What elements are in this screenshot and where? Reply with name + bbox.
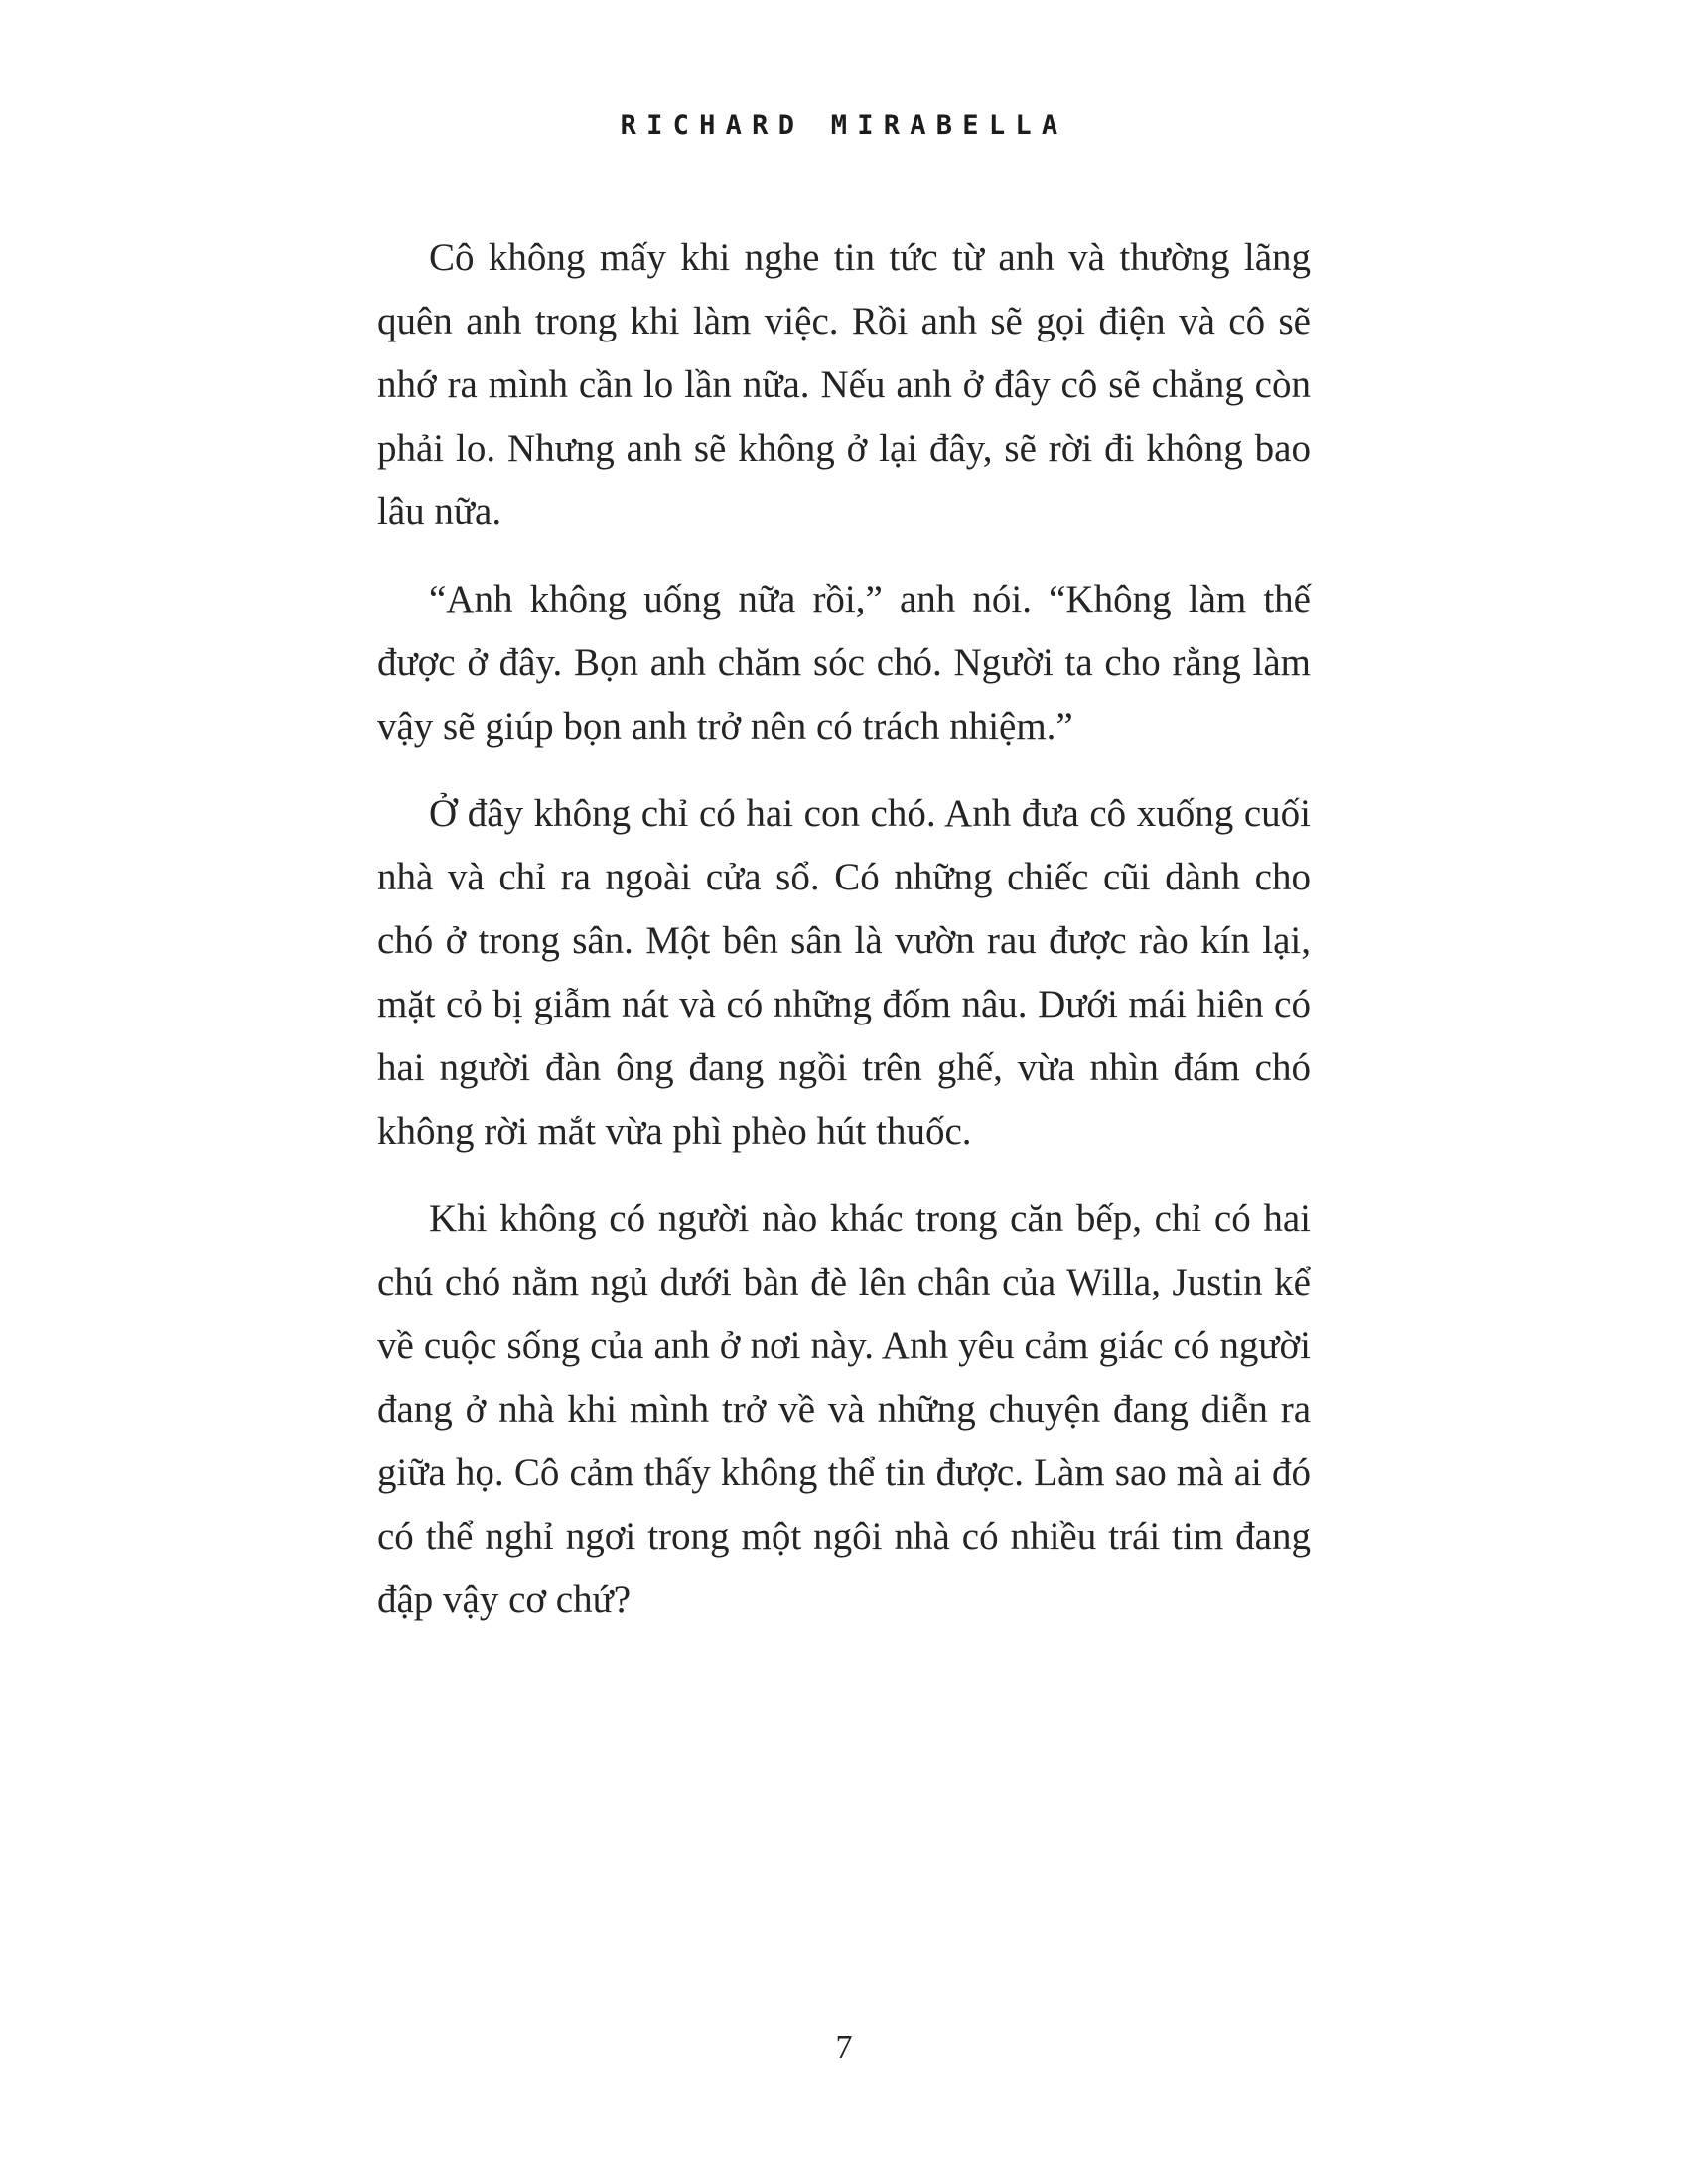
body-text-block xyxy=(377,226,1311,1632)
running-header-author: RICHARD MIRABELLA xyxy=(620,110,1068,141)
paragraph: Cô không mấy khi nghe tin tức từ anh và thường lãng quên anh trong khi làm việc. Rồi anh sẽ gọi điện và cô sẽ nhớ ra mình cần lo lần nữa. Nếu anh ở đây cô sẽ chẳng còn phải lo. Nhưng anh sẽ không ở lại đây, sẽ rời đi không bao lâu nữa. xyxy=(377,236,1311,533)
paragraph: Ở đây không chỉ có hai con chó. Anh đưa cô xuống cuối nhà và chỉ ra ngoài cửa sổ. Có những chiếc cũi dành cho chó ở trong sân. Một bên sân là vườn rau được rào kín lại, mặt cỏ bị giẫm nát và có những đốm nâu. Dưới mái hiên có hai người đàn ông đang ngồi trên ghế, vừa nhìn đám chó không rời mắt vừa phì phèo hút thuốc. xyxy=(377,792,1311,1153)
paragraph: Khi không có người nào khác trong căn bếp, chỉ có hai chú chó nằm ngủ dưới bàn đè lên chân của Willa, Justin kể về cuộc sống của anh ở nơi này. Anh yêu cảm giác có người đang ở nhà khi mình trở về và những chuyện đang diễn ra giữa họ. Cô cảm thấy không thể tin được. Làm sao mà ai đó có thể nghỉ ngơi trong một ngôi nhà có nhiều trái tim đang đập vậy cơ chứ? xyxy=(377,1197,1311,1621)
page-number: 7 xyxy=(835,2029,853,2066)
paragraph: “Anh không uống nữa rồi,” anh nói. “Không làm thế được ở đây. Bọn anh chăm sóc chó. Người ta cho rằng làm vậy sẽ giúp bọn anh trở nên có trách nhiệm.” xyxy=(377,578,1311,748)
